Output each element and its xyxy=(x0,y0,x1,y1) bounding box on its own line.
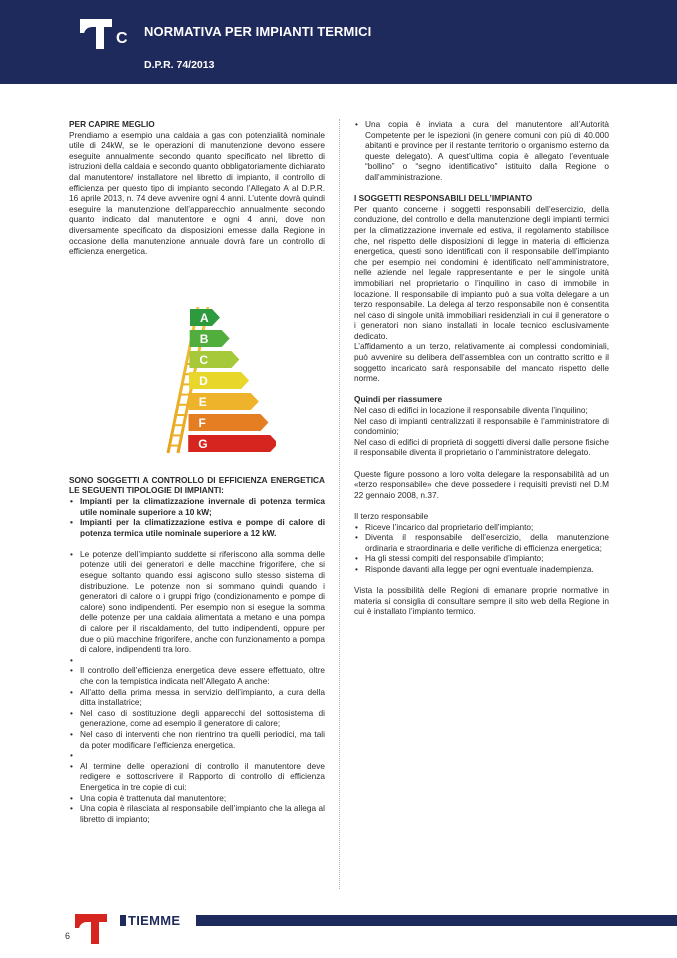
list-item: • Il controllo dell’efficienza energetica deve essere effettuato, oltre che con la tempistica indicata nell’Allegato A anche: xyxy=(69,665,325,686)
energy-class-g xyxy=(188,435,276,452)
paragraph-regioni: Vista la possibilità delle Regioni di emanare proprie normative in materia si consiglia di consultare sempre il sito web della Regione in cui è installato l’impianto termico. xyxy=(354,585,609,617)
energy-class-label: D xyxy=(199,374,208,388)
paragraph-delega: Queste figure possono a loro volta delegare la responsabilità ad un «terzo responsabile» che deve possedere i requisiti previsti nel D.M 22 gennaio 2008, n.37. xyxy=(354,468,609,500)
footer-brand: TIEMME xyxy=(128,913,181,928)
list-item: • Le potenze dell’impianto suddette si riferiscono alla somma delle potenze utili dei generatori e delle macchine frigorifere, che si esegue soltanto quando essi agiscono sullo stesso sistema di distribuzione. Le potenze non si sommano quindi quando i generatori di calore o i gruppi frigo (condizionamento e pompe di calore) sono indipendenti. Per esempio non si esegue la somma delle potenze per una caldaia alimentata a metano e una pompa di calore per il riscaldamento, del tutto indipendenti, oppure per due o più macchine frigorifere, anche con funzionamento a pompa di calore, indipendenti tra loro. xyxy=(69,549,325,655)
energy-class-label: B xyxy=(199,332,209,346)
list-item: • Ha gli stessi compiti del responsabile d’impianto; xyxy=(354,553,609,564)
tc-logo-icon xyxy=(78,15,138,51)
energy-class-f xyxy=(189,414,269,431)
right-column xyxy=(354,119,609,617)
page-header xyxy=(0,0,677,84)
paragraph-example: Prendiamo a esempio una caldaia a gas con potenzialità nominale utile di 24kW, se le operazioni di manutenzione devono essere eseguite annualmente secondo quanto specificato nel libretto di istruzioni della caldaia e secondo quanto obbligatoriamente dichiarato dal manutentore/ installatore nel libretto di impianto, il controllo di efficienza per questo tipo di impianto secondo l’Allegato A al D.P.R. 16 aprile 2013, n. 74 deve avvenire ogni 4 anni. L’utente dovrà quindi eseguire la manutenzione dell’apparecchio annualmente secondo quanto indicato dal manutentore e ogni 4 anni, dove non diversamente specificato da disposizioni emesse dalla Regione in occasione della manutenzione annuale dovrà fare un controllo di efficienza energetica. xyxy=(69,129,325,257)
terzo-list xyxy=(354,522,609,575)
section-heading-capire: PER CAPIRE MEGLIO xyxy=(69,119,155,129)
list-item: • All’atto della prima messa in servizio dell’impianto, a cura della ditta installatrice; xyxy=(69,687,325,708)
paragraph-responsabili: Per quanto concerne i soggetti responsabili dell’esercizio, della conduzione, del controllo e della manutenzione degli impianti termici per la climatizzazione invernale ed estiva, il regolamento stabilisce che, nel rispetto delle disposizioni di legge in materia di efficienza energetica, questi sono identificati con il responsabile dell’impianto che per esempio nei condomini è identificato nell’amministratore, nelle aziende nel legale rappresentante e per le singole unità immobiliari nel proprietario o l’inquilino in caso di immobile in locazione. Il responsabile di impianto può a sua volta delegare a un terzo responsabile. La delega al terzo responsabile non è consentita nel caso di singole unità immobiliari residenziali in cui il generatore o i generatori non siano installati in locale tecnico esclusivamente dedicato. xyxy=(354,203,609,341)
spacer xyxy=(354,575,609,586)
bold-list xyxy=(69,496,325,538)
energy-class-e xyxy=(189,393,259,410)
energy-class-c xyxy=(189,351,239,368)
list-item-empty xyxy=(69,655,325,666)
list-item-empty xyxy=(69,750,325,761)
spacer xyxy=(354,384,609,395)
energy-class-label: E xyxy=(198,395,207,409)
energy-class-bar xyxy=(189,372,249,389)
left-column xyxy=(69,119,325,824)
list-item: • Riceve l’incarico dal proprietario dell’impianto; xyxy=(354,522,609,533)
page-subtitle: D.P.R. 74/2013 xyxy=(144,59,215,71)
copy-list xyxy=(354,119,609,183)
list-item: • Impianti per la climatizzazione estiva e pompe di calore di potenza termica utile nominale superiore a 12 kW. xyxy=(69,517,325,538)
energy-efficiency-ladder-illustration xyxy=(166,305,276,455)
summary-line: Nel caso di edifici in locazione il responsabile diventa l’inquilino; xyxy=(354,405,588,416)
page-number: 6 xyxy=(65,931,71,941)
energy-class-label: F xyxy=(198,416,206,430)
summary-line: Nel caso di impianti centralizzati il responsabile è l’amministratore di condominio; xyxy=(354,415,609,437)
list-item: • Nel caso di sostituzione degli apparecchi del sottosistema di generazione, come ad esempio il generatore di calore; xyxy=(69,708,325,729)
summary-line: Nel caso di edifici di proprietà di soggetti diversi dalle persone fisiche il responsabile diventa il proprietario o l’amministratore delegato. xyxy=(354,436,609,458)
paragraph-affidamento: L’affidamento a un terzo, relativamente ai complessi condominiali, può avvenire su delibera dell’assemblea con un contratto scritto e il soggetto incaricato sarà responsabile del mancato rispetto delle norme. xyxy=(354,341,609,384)
list-item: • Al termine delle operazioni di controllo il manutentore deve redigere e sottoscrivere il Rapporto di controllo di efficienza Energetica in tre copie di cui: xyxy=(69,761,325,793)
spacer xyxy=(354,458,609,469)
spacer xyxy=(354,500,609,511)
list-item: • Una copia è trattenuta dal manutentore; xyxy=(69,793,325,804)
energy-class-bar xyxy=(190,330,230,347)
energy-class-bar xyxy=(189,351,239,368)
energy-class-label: G xyxy=(198,437,208,451)
energy-class-d xyxy=(189,372,249,389)
list-item: • Impianti per la climatizzazione invernale di potenza termica utile nominale superiore a 10 kW; xyxy=(69,496,325,517)
list-item: • Una copia è rilasciata al responsabile dell’impianto che la allega al libretto di impianto; xyxy=(69,803,325,824)
list-item: • Risponde davanti alla legge per ogni eventuale inadempienza. xyxy=(354,564,609,575)
energy-class-label: C xyxy=(199,353,209,367)
section-heading-riassumere: Quindi per riassumere xyxy=(354,394,443,405)
section-heading-responsabili: I SOGGETTI RESPONSABILI DELL’IMPIANTO xyxy=(354,193,533,204)
spacer xyxy=(69,538,325,549)
energy-class-b xyxy=(190,330,230,347)
list-item: • Diventa il responsabile dell’esercizio, della manutenzione ordinaria e straordinaria e delle verifiche di efficienza energetica; xyxy=(354,532,609,553)
energy-class-label: A xyxy=(200,311,209,325)
section-heading-terzo: Il terzo responsabile xyxy=(354,510,429,521)
section-heading-soggetti: SONO SOGGETTI A CONTROLLO DI EFFICIENZA ENERGETICA LE SEGUENTI TIPOLOGIE DI IMPIANTI: xyxy=(69,474,325,496)
list-item: • Una copia è inviata a cura del manutentore all’Autorità Competente per le ispezioni (in genere comuni con più di 40.000 abitanti e province per il restante territorio o organismo esterno da queste delegato). A quest’ultima copia è allegato l’eventuale “bollino” o “segno identificativo” istituito dalla Regione o dall’amministrazione. xyxy=(354,119,609,183)
logo-letter: C xyxy=(116,30,128,47)
list-item: • Nel caso di interventi che non rientrino tra quelli periodici, ma tali da poter modificare l’efficienza energetica. xyxy=(69,729,325,750)
column-divider xyxy=(339,119,340,889)
page-title: NORMATIVA PER IMPIANTI TERMICI xyxy=(144,24,372,39)
energy-class-a xyxy=(190,309,220,326)
bullet-list xyxy=(69,549,325,824)
tiemme-logo-icon xyxy=(73,912,121,946)
spacer xyxy=(354,183,609,194)
